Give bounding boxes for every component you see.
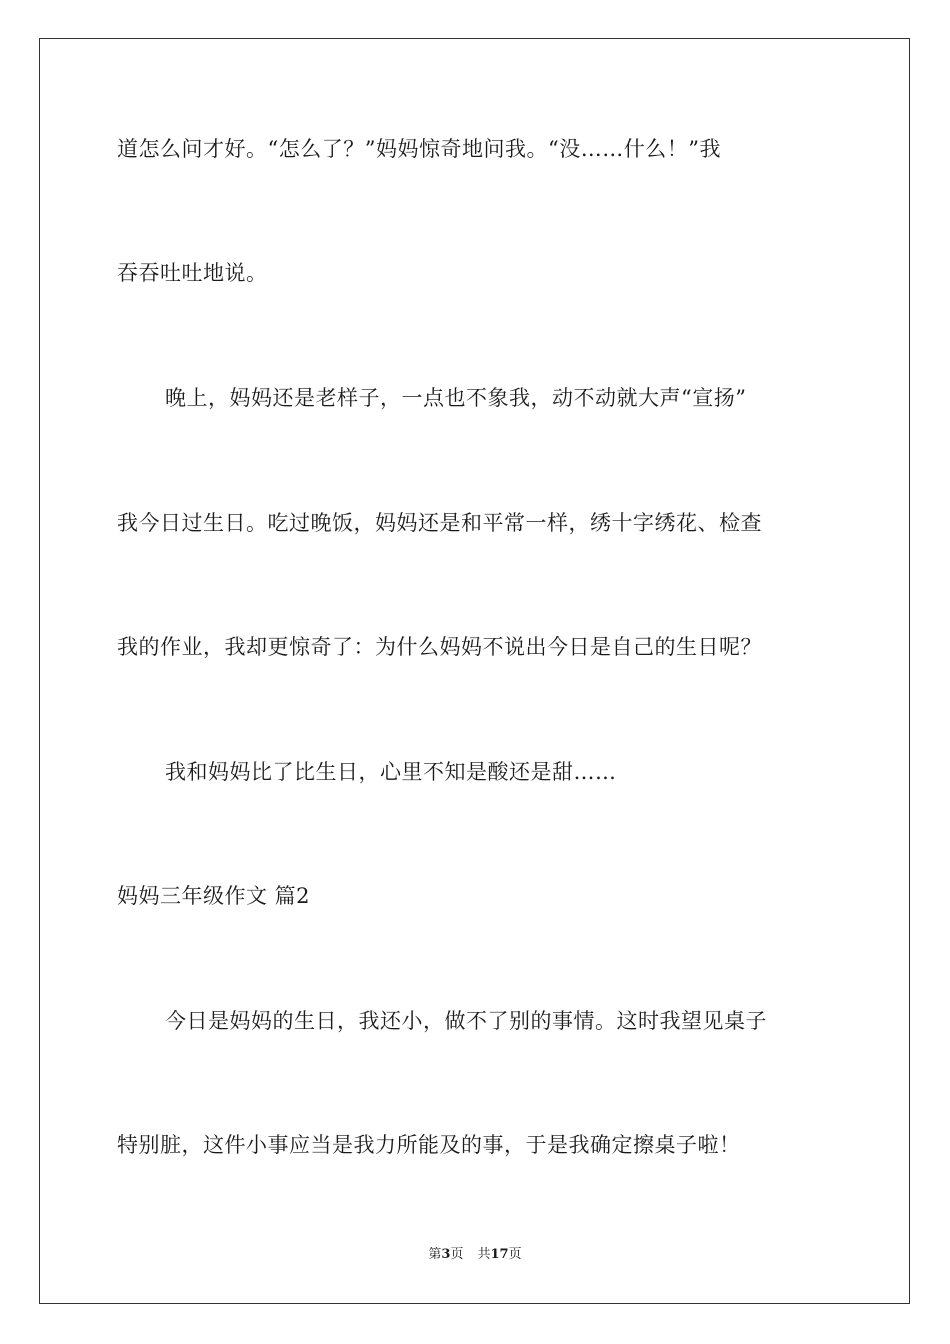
total-suffix: 页 <box>508 1247 522 1262</box>
text-line: 我和妈妈比了比生日，心里不知是酸还是甜…… <box>165 760 617 784</box>
page-border <box>39 38 910 1304</box>
text-line: 晚上，妈妈还是老样子，一点也不象我，动不动就大声“宣扬” <box>165 386 747 410</box>
text-line: 我今日过生日。吃过晚饭，妈妈还是和平常一样，绣十字绣花、检查 <box>117 511 762 535</box>
total-pages: 17 <box>490 1247 509 1262</box>
text-line: 我的作业，我却更惊奇了：为什么妈妈不说出今日是自己的生日呢？ <box>117 635 762 659</box>
text-line: 今日是妈妈的生日，我还小，做不了别的事情。这时我望见桌子 <box>165 1009 767 1033</box>
total-prefix: 共 <box>477 1247 491 1262</box>
page-suffix: 页 <box>450 1247 464 1262</box>
page-prefix: 第 <box>428 1247 442 1262</box>
page-footer <box>0 1246 950 1264</box>
section-heading: 妈妈三年级作文 篇2 <box>117 884 311 908</box>
text-line: 特别脏，这件小事应当是我力所能及的事，于是我确定擦桌子啦！ <box>117 1133 741 1157</box>
page-current: 3 <box>441 1247 451 1262</box>
text-line: 道怎么问才好。“怎么了？”妈妈惊奇地问我。“没……什么！”我 <box>117 137 721 161</box>
text-line: 吞吞吐吐地说。 <box>117 261 268 285</box>
